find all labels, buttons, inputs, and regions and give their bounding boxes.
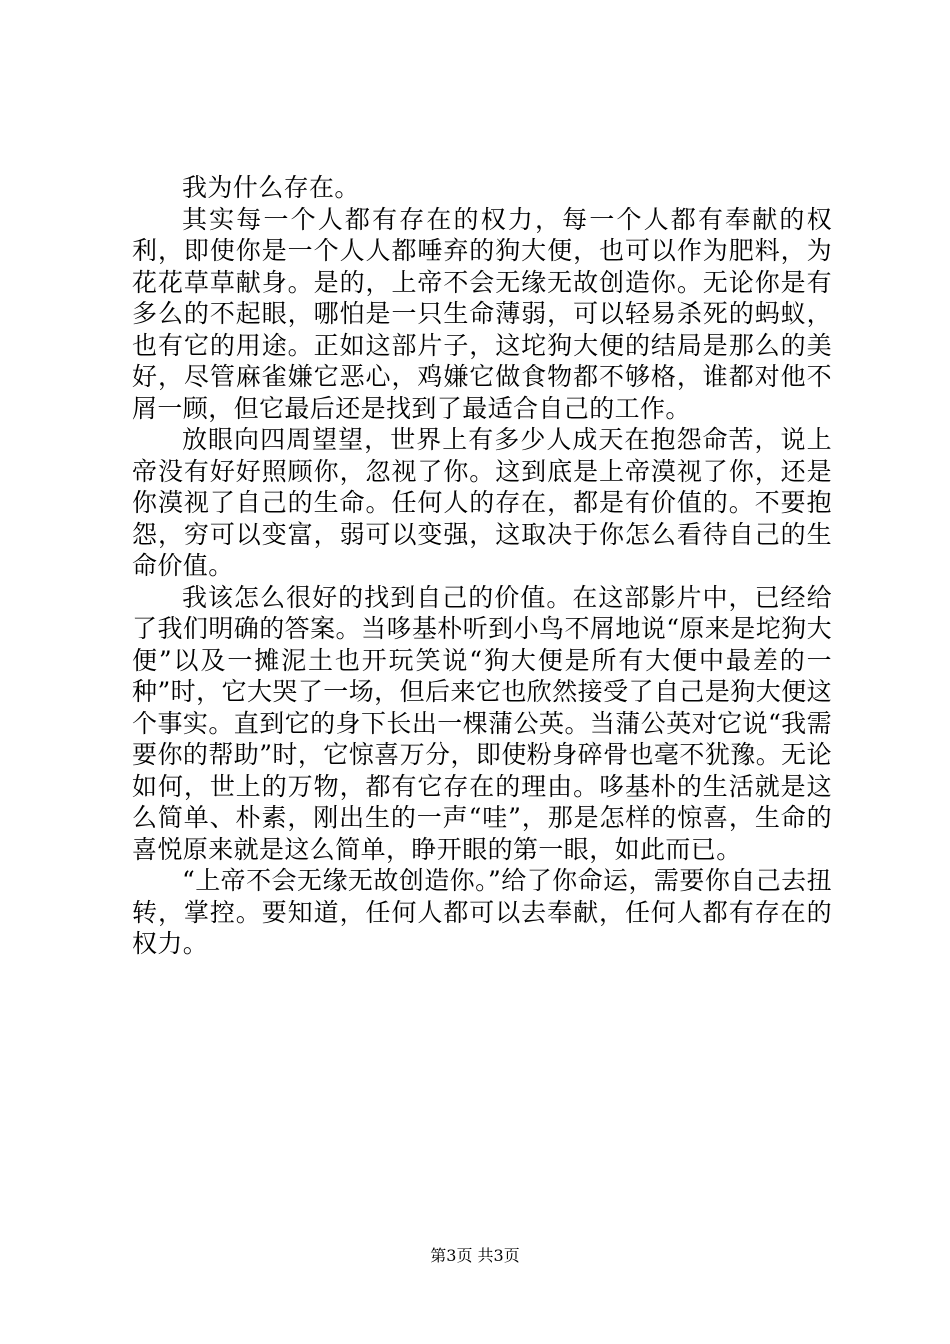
paragraph-2: 其实每一个人都有存在的权力，每一个人都有奉献的权利，即使你是一个人人都唾弃的狗大便，也可以作为肥料，为花花草草献身。是的，上帝不会无缘无故创造你。无论你是有多么的不起眼，哪怕是一只生命薄弱，可以轻易杀死的蚂蚁，也有它的用途。正如这部片子，这坨狗大便的结局是那么的美好，尽管麻雀嫌它恶心，鸡嫌它做食物都不够格，谁都对他不屑一顾，但它最后还是找到了最适合自己的工作。 <box>132 204 832 423</box>
page-number-footer: 第3页 共3页 <box>430 1246 520 1265</box>
paragraph-3: 放眼向四周望望，世界上有多少人成天在抱怨命苦，说上帝没有好好照顾你，忽视了你。这到底是上帝漠视了你，还是你漠视了自己的生命。任何人的存在，都是有价值的。不要抱怨，穷可以变富，弱可以变强，这取决于你怎么看待自己的生命价值。 <box>132 425 832 580</box>
document-body <box>132 172 832 960</box>
paragraph-1: 我为什么存在。 <box>182 173 360 202</box>
paragraph-4: 我该怎么很好的找到自己的价值。在这部影片中，已经给了我们明确的答案。当哆基朴听到小鸟不屑地说“原来是坨狗大便”以及一摊泥土也开玩笑说“狗大便是所有大便中最差的一种”时，它大哭了一场，但后来它也欣然接受了自己是狗大便这个事实。直到它的身下长出一棵蒲公英。当蒲公英对它说“我需要你的帮助”时，它惊喜万分，即使粉身碎骨也毫不犹豫。无论如何，世上的万物，都有它存在的理由。哆基朴的生活就是这么简单、朴素，刚出生的一声“哇”，那是怎样的惊喜，生命的喜悦原来就是这么简单，睁开眼的第一眼，如此而已。 <box>132 582 832 864</box>
paragraph-5: “上帝不会无缘无故创造你。”给了你命运，需要你自己去扭转，掌控。要知道，任何人都可以去奉献，任何人都有存在的权力。 <box>132 866 832 958</box>
